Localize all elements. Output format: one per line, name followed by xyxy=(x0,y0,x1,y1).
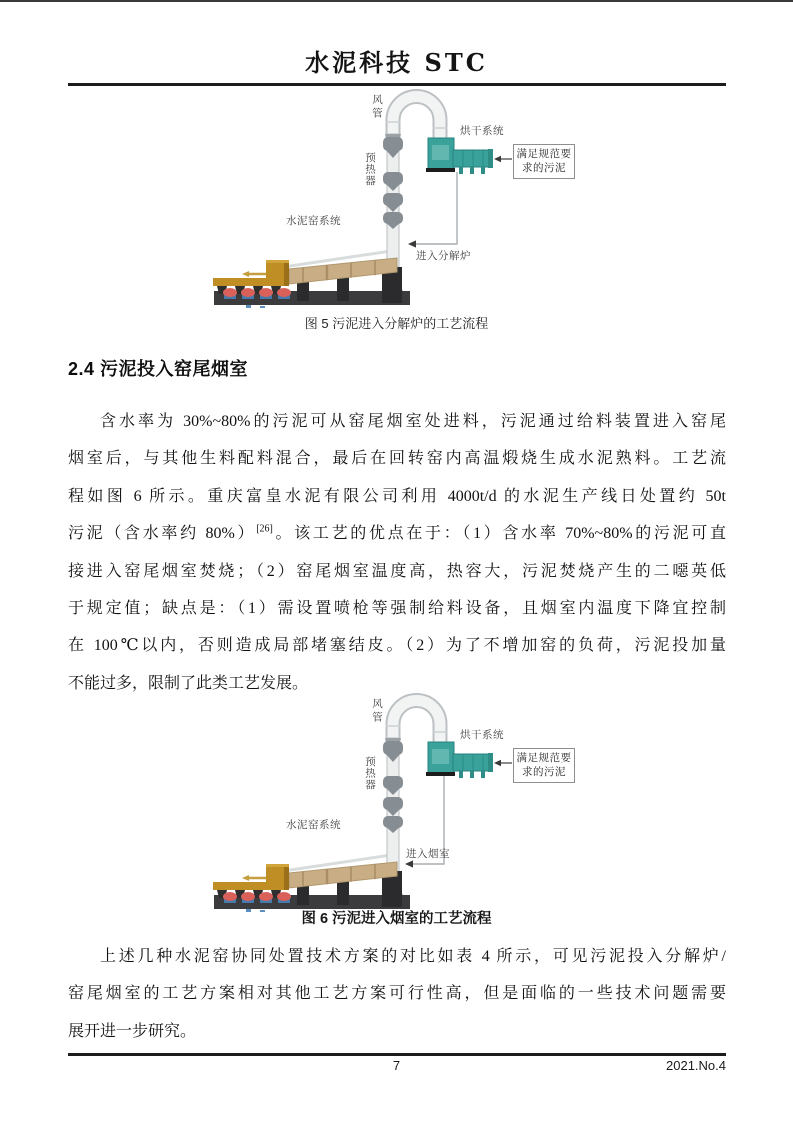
dryer-unit xyxy=(426,742,493,778)
duct-label: 风管 xyxy=(371,94,382,121)
kiln-head xyxy=(266,864,289,890)
dryer-system-label: 烘干系统 xyxy=(460,730,504,741)
body-text-line: 于规定值；缺点是：（1）需设置喷枪等强制给料设备，且烟室内温度下降宜控制 xyxy=(68,599,726,617)
body-text-segment: 污泥（含水率约 80%） xyxy=(68,525,257,543)
journal-title: 水泥科技 STC xyxy=(305,48,488,77)
feed-point-label: 进入分解炉 xyxy=(416,251,471,262)
dryer-unit xyxy=(426,138,493,174)
figure-6-caption: 图 6 污泥进入烟室的工艺流程 xyxy=(301,911,492,927)
body-text-line xyxy=(68,515,726,552)
sludge-box-text-line1: 满足规范要 xyxy=(516,149,572,160)
paragraph-1 xyxy=(68,403,726,702)
sludge-box-text-line2: 求的污泥 xyxy=(522,162,566,174)
issue-number: 2021.No.4 xyxy=(666,1058,726,1073)
sludge-requirement-box xyxy=(513,748,575,783)
cyclone-stages xyxy=(383,137,403,229)
page-number: 7 xyxy=(392,1058,401,1073)
feed-point-label: 进入烟室 xyxy=(406,849,450,860)
header-rule xyxy=(68,83,726,86)
figure-5-caption: 图 5 污泥进入分解炉的工艺流程 xyxy=(304,316,489,331)
sludge-input-arrow xyxy=(494,760,512,766)
section-heading: 2.4 污泥投入窑尾烟室 xyxy=(68,359,249,379)
clinker-cooler xyxy=(213,278,410,308)
sludge-box-text-line2: 求的污泥 xyxy=(522,766,566,778)
left-arrowhead-icon xyxy=(494,760,501,766)
cement-kiln-process-diagram xyxy=(200,692,660,912)
body-text-line: 窑尾烟室的工艺方案相对其他工艺方案可行性高，但是面临的一些技术问题需要 xyxy=(68,985,726,1003)
body-text-line: 程如图 6 所示。重庆富皇水泥有限公司利用 4000t/d 的水泥生产线日处置约 50t xyxy=(68,487,726,505)
cement-kiln-process-diagram xyxy=(200,88,660,308)
body-text-line: 烟室后，与其他生料配料混合，最后在回转窑内高温煅烧生成水泥熟料。工艺流 xyxy=(68,450,726,468)
body-text-line: 在 100℃以内，否则造成局部堵塞结皮。（2）为了不增加窑的负荷，污泥投加量 xyxy=(68,637,726,655)
sludge-input-arrow xyxy=(494,156,512,162)
preheater-label: 预热器 xyxy=(364,152,375,187)
burner-arrow-icon xyxy=(242,875,266,881)
body-text-line: 接进入窑尾烟室焚烧；（2）窑尾烟室温度高，热容大，污泥焚烧产生的二噁英低 xyxy=(68,562,726,580)
paragraph-2 xyxy=(68,938,726,1050)
figure-5-diagram xyxy=(200,88,660,308)
body-text-line: 上述几种水泥窑协同处置技术方案的对比如表 4 所示，可见污泥投入分解炉/ xyxy=(100,948,726,965)
cyclone-stages xyxy=(383,741,403,833)
burner-arrow-icon xyxy=(242,271,266,277)
body-text-line: 含水率为 30%~80%的污泥可从窑尾烟室处进料，污泥通过给料装置进入窑尾 xyxy=(100,413,726,430)
kiln-head xyxy=(266,260,289,286)
top-edge-line xyxy=(0,0,793,2)
citation-superscript: [26] xyxy=(256,523,273,535)
body-text-line: 展开进一步研究。 xyxy=(68,1022,197,1040)
figure-6-diagram xyxy=(200,692,660,912)
dryer-system-label: 烘干系统 xyxy=(460,126,504,137)
body-text-segment: 。该工艺的优点在于：（1）含水率 70%~80%的污泥可直 xyxy=(272,525,726,543)
preheater-label: 预热器 xyxy=(364,756,375,791)
sludge-box-text-line1: 满足规范要 xyxy=(516,753,572,764)
kiln-system-label: 水泥窑系统 xyxy=(286,820,341,831)
left-arrowhead-icon xyxy=(494,156,501,162)
clinker-cooler xyxy=(213,882,410,912)
kiln-system-label: 水泥窑系统 xyxy=(286,216,341,227)
body-text-line: 不能过多，限制了此类工艺发展。 xyxy=(68,674,309,692)
feed-arrowhead-icon xyxy=(408,240,416,247)
duct-label: 风管 xyxy=(371,698,382,725)
sludge-requirement-box xyxy=(513,144,575,179)
feed-line-arrow xyxy=(408,172,457,248)
footer-rule xyxy=(68,1053,726,1056)
